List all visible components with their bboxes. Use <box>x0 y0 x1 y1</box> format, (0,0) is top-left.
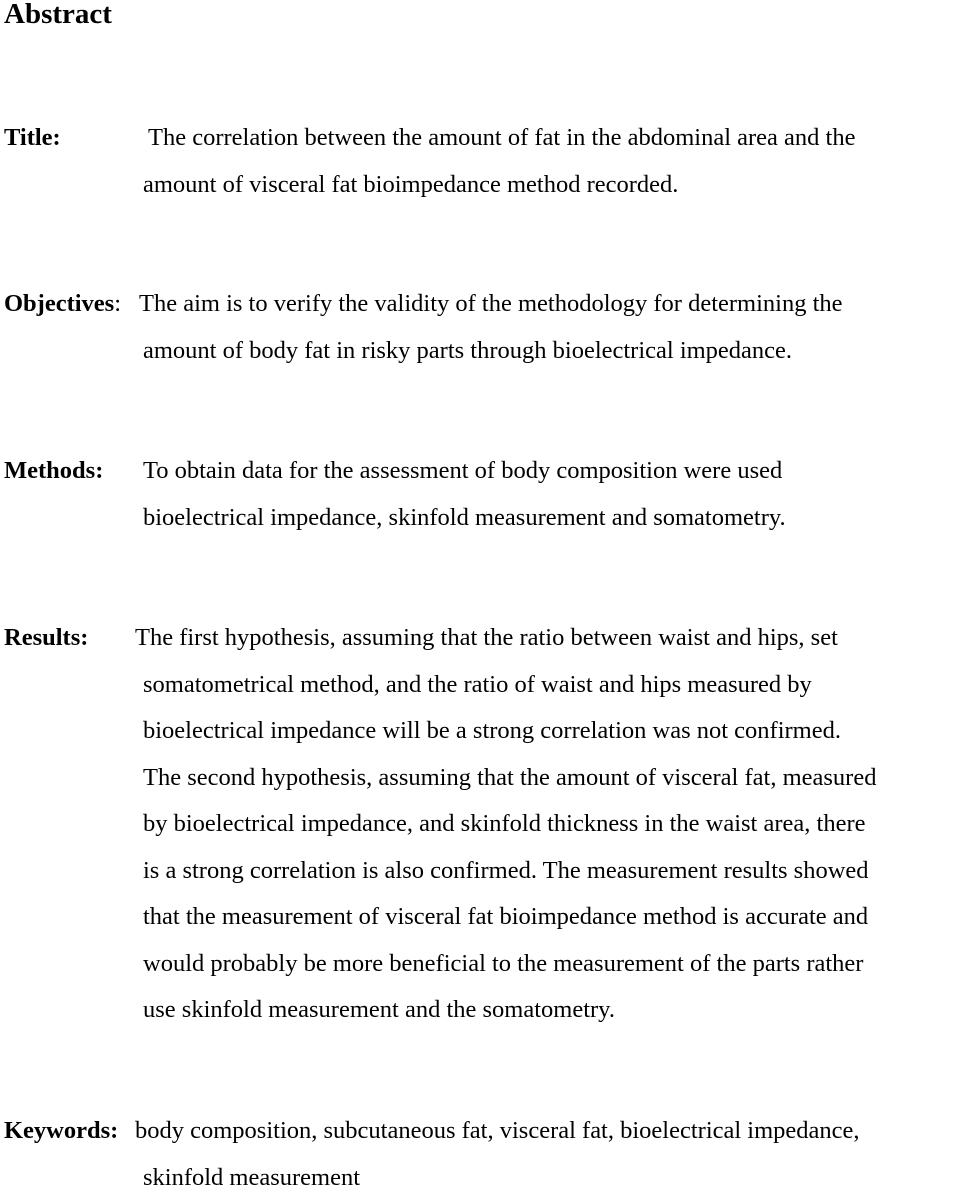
results-line-8: would probably be more beneficial to the measurement of the parts rather <box>143 941 863 988</box>
results-line-9: use skinfold measurement and the somatometry. <box>143 987 615 1034</box>
results-line-6: is a strong correlation is also confirmed. The measurement results showed <box>143 848 869 895</box>
keywords-line-1: body composition, subcutaneous fat, visceral fat, bioelectrical impedance, <box>135 1108 860 1155</box>
title-label: Title: <box>4 115 61 162</box>
title-line-2: amount of visceral fat bioimpedance method recorded. <box>143 162 678 209</box>
keywords-label: Keywords: <box>4 1108 118 1155</box>
objectives-label-colon: : <box>114 290 121 317</box>
methods-label: Methods: <box>4 448 103 495</box>
results-line-3: bioelectrical impedance will be a strong correlation was not confirmed. <box>143 708 841 755</box>
results-line-5: by bioelectrical impedance, and skinfold thickness in the waist area, there <box>143 801 866 848</box>
results-line-4: The second hypothesis, assuming that the amount of visceral fat, measured <box>143 755 876 802</box>
methods-line-2: bioelectrical impedance, skinfold measurement and somatometry. <box>143 495 786 542</box>
results-line-7: that the measurement of visceral fat bioimpedance method is accurate and <box>143 894 868 941</box>
results-label: Results: <box>4 615 88 662</box>
page-title: Abstract <box>4 0 112 32</box>
methods-line-1: To obtain data for the assessment of body composition were used <box>143 448 782 495</box>
objectives-line-2: amount of body fat in risky parts through bioelectrical impedance. <box>143 328 792 375</box>
objectives-label <box>4 281 121 328</box>
objectives-line-1: The aim is to verify the validity of the methodology for determining the <box>139 281 843 328</box>
objectives-label-text: Objectives <box>4 290 114 317</box>
results-line-2: somatometrical method, and the ratio of waist and hips measured by <box>143 662 812 709</box>
keywords-line-2: skinfold measurement <box>143 1155 360 1201</box>
results-line-1: The first hypothesis, assuming that the ratio between waist and hips, set <box>135 615 838 662</box>
title-line-1: The correlation between the amount of fat in the abdominal area and the <box>148 115 856 162</box>
